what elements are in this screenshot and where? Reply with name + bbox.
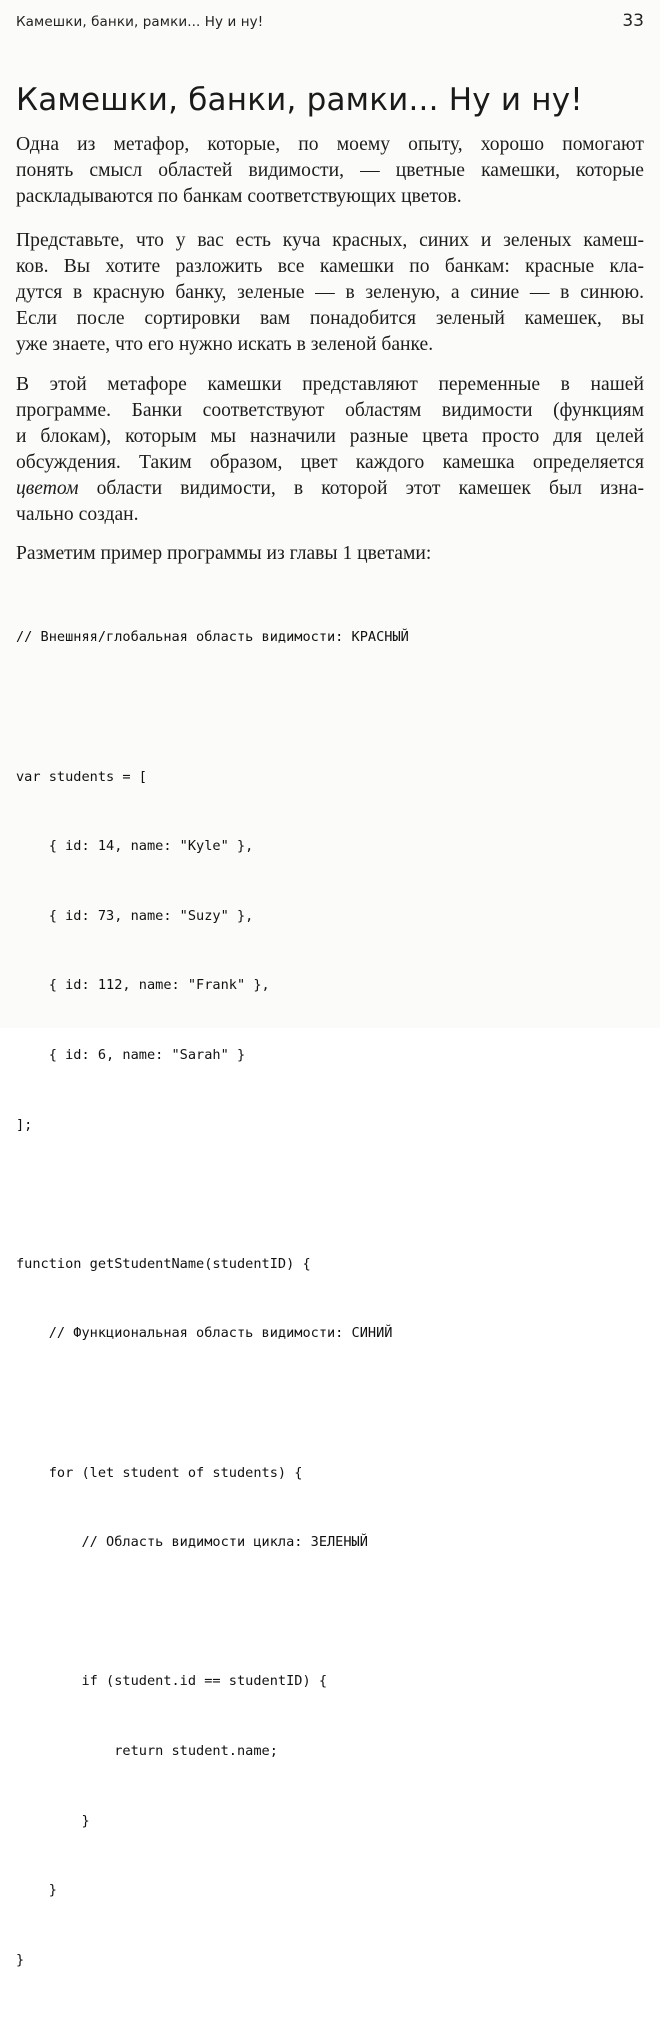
code-line: // Функциональная область видимости: СИНИЙ: [16, 1325, 393, 1342]
code-line: var students = [: [16, 768, 147, 785]
paragraph-line: понять смысл областей видимости, — цветные камешки, которые: [16, 160, 644, 181]
code-line: { id: 14, name: "Kyle" },: [16, 838, 254, 855]
code-line: [16, 1183, 644, 1206]
code-line: }: [16, 1882, 57, 1899]
running-header-title: Камешки, банки, рамки... Ну и ну!: [16, 14, 264, 30]
paragraph-line: Если после сортировки вам понадобится зеленый камешек, вы: [16, 308, 644, 329]
code-line: // Внешняя/глобальная область видимости: КРАСНЫЙ: [16, 629, 409, 646]
code-line: [16, 1601, 644, 1624]
paragraph-line: Одна из метафор, которые, по моему опыту, хорошо помогают: [16, 134, 644, 155]
paragraph-line: уже знаете, что его нужно искать в зеленой банке.: [16, 334, 434, 355]
paragraph-line: [16, 476, 644, 502]
paragraph-1: [16, 132, 644, 210]
paragraph-4: [16, 541, 644, 567]
code-line: { id: 73, name: "Suzy" },: [16, 907, 254, 924]
code-line: [16, 696, 644, 719]
paragraph-line: В этой метафоре камешки представляют переменные в нашей: [16, 374, 644, 395]
paragraph-line: раскладываются по банкам соответствующих цветов.: [16, 186, 462, 207]
paragraph-line: ков. Вы хотите разложить все камешки по банкам: красные кла-: [16, 256, 644, 277]
section-heading: Камешки, банки, рамки... Ну и ну!: [16, 82, 583, 118]
paragraph-line-rest: области видимости, в которой этот камешек был изна-: [78, 478, 644, 499]
page-number: 33: [622, 11, 644, 31]
code-line: function getStudentName(studentID) {: [16, 1255, 311, 1272]
paragraph-line: Разметим пример программы из главы 1 цветами:: [16, 543, 432, 564]
paragraph-line: обсуждения. Таким образом, цвет каждого камешка определяется: [16, 452, 644, 473]
paragraph-line: дутся в красную банку, зеленые — в зеленую, а синие — в синюю.: [16, 282, 644, 303]
code-line: }: [16, 1812, 90, 1829]
paragraph-line: программе. Банки соответствуют областям видимости (функциям: [16, 400, 644, 421]
code-line: // Область видимости цикла: ЗЕЛЕНЫЙ: [16, 1534, 368, 1551]
code-line: { id: 6, name: "Sarah" }: [16, 1046, 246, 1063]
emphasis-word: цветом: [16, 478, 79, 499]
code-line: [16, 1392, 644, 1415]
code-line: return student.name;: [16, 1742, 278, 1759]
code-line: for (let student of students) {: [16, 1464, 303, 1481]
code-line: }: [16, 1951, 25, 1968]
paragraph-3: [16, 372, 644, 528]
code-line: { id: 112, name: "Frank" },: [16, 977, 270, 994]
paragraph-line: Представьте, что у вас есть куча красных, синих и зеленых камеш-: [16, 230, 644, 251]
paragraph-2: [16, 228, 644, 358]
paragraph-line: и блокам), которым мы назначили разные цвета просто для целей: [16, 426, 644, 447]
code-line: ];: [16, 1116, 33, 1133]
code-listing: [16, 580, 644, 2018]
code-line: if (student.id == studentID) {: [16, 1673, 327, 1690]
paragraph-line: чально создан.: [16, 504, 139, 525]
